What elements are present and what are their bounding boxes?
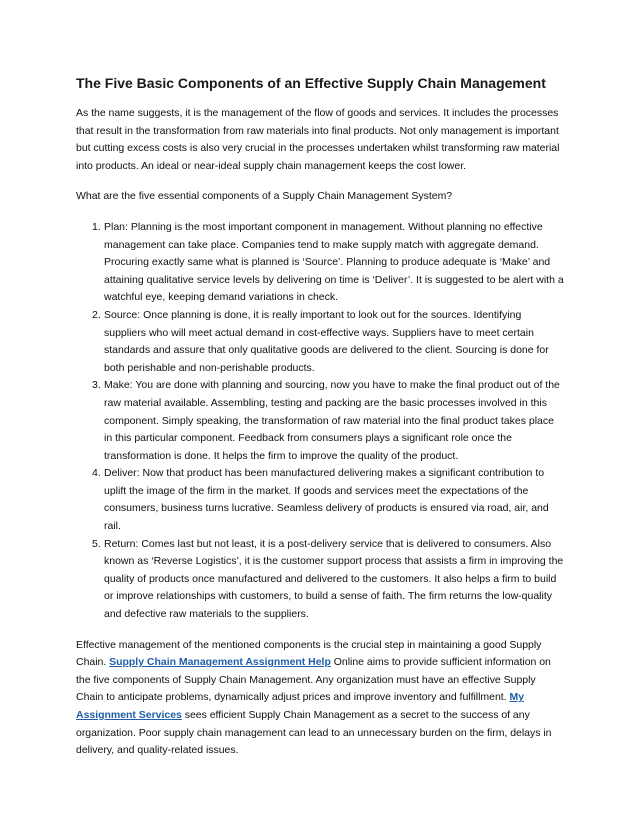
list-item-number: 2.: [92, 308, 101, 321]
my-assignment-services-link[interactable]: My Assignment Services: [76, 691, 525, 721]
conclusion-text-part1: Effective management of the mentioned components is the crucial step in maintaining a good Supply Chain.: [76, 638, 542, 669]
list-item-text: Deliver: Now that product has been manufactured delivering makes a significant contribution to uplift the image of the firm in the market. If goods and services meet the expectations of the consumers, business turns lucrative. Seamless delivery of products is ensured via road, air, and rail.: [104, 467, 549, 533]
list-item: [92, 307, 564, 377]
list-item-text: Return: Comes last but not least, it is a post-delivery service that is delivered to consumers. Also known as ‘Reverse Logistics’, it is the customer support process that assists a firm in improving the quality of products once manufactured and delivered to the customers. It also helps a firm to build or improve relationships with customers, to build a sense of faith. The firm returns the low-quality and defective raw materials to the suppliers.: [104, 537, 564, 621]
list-item-text: Source: Once planning is done, it is really important to look out for the sources. Identifying suppliers who will meet actual demand in cost-effective ways. Suppliers have to meet certain standards and assure that only qualitative goods are delivered to the client. Sourcing is done for both perishable and non-perishable products.: [104, 308, 549, 374]
list-item-text: Plan: Planning is the most important component in management. Without planning no effective management can take place. Companies tend to make supply match with aggregate demand. Procuring exactly same what is planned is ‘Source’. Planning to produce adequate is ‘Make’ and attaining qualitative service levels by delivering on time is ‘Deliver’. It is suggested to be alert with a watchful eye, keeping demand variations in check.: [104, 220, 564, 304]
list-item: [92, 465, 564, 535]
document-title: The Five Basic Components of an Effective Supply Chain Management: [76, 75, 546, 91]
question-paragraph: What are the five essential components of a Supply Chain Management System?: [76, 190, 453, 203]
document-page: [76, 74, 564, 773]
supply-chain-help-link[interactable]: Supply Chain Management Assignment Help: [109, 656, 331, 669]
components-list: [76, 219, 564, 624]
list-item-text: Make: You are done with planning and sourcing, now you have to make the final product out of the raw material available. Assembling, testing and packing are the basic processes involved in this component. Simply speaking, the transformation of raw material into the final product takes place in this particular component. Feedback from consumers plays a significant role once the transformation is done. It helps the firm to improve the quality of the product.: [104, 379, 560, 462]
list-item: [92, 377, 564, 465]
list-item-number: 3.: [92, 379, 101, 392]
list-item: [92, 219, 564, 307]
list-item: [92, 536, 564, 624]
list-item-number: 5.: [92, 537, 101, 550]
conclusion-text-part2: Online aims to provide sufficient information on the five components of Supply Chain Management. Any organization must have an effective Supply Chain to anticipate problems, dynamically adjust prices and improve inventory and fulfillment.: [76, 656, 551, 704]
list-item-number: 4.: [92, 467, 101, 480]
conclusion-paragraph: [76, 637, 564, 760]
list-item-number: 1.: [92, 220, 101, 233]
conclusion-text-part3: sees efficient Supply Chain Management as a secret to the success of any organization. Poor supply chain management can lead to an unnecessary burden on the firm, delays in delivery, and quality-related issues.: [76, 709, 552, 757]
intro-paragraph: As the name suggests, it is the management of the flow of goods and services. It includes the processes that result in the transformation from raw materials into final products. Not only management is important but cutting excess costs is also very crucial in the processes undertaken whilst transforming raw material into products. An ideal or near-ideal supply chain management keeps the cost lower.: [76, 107, 560, 172]
